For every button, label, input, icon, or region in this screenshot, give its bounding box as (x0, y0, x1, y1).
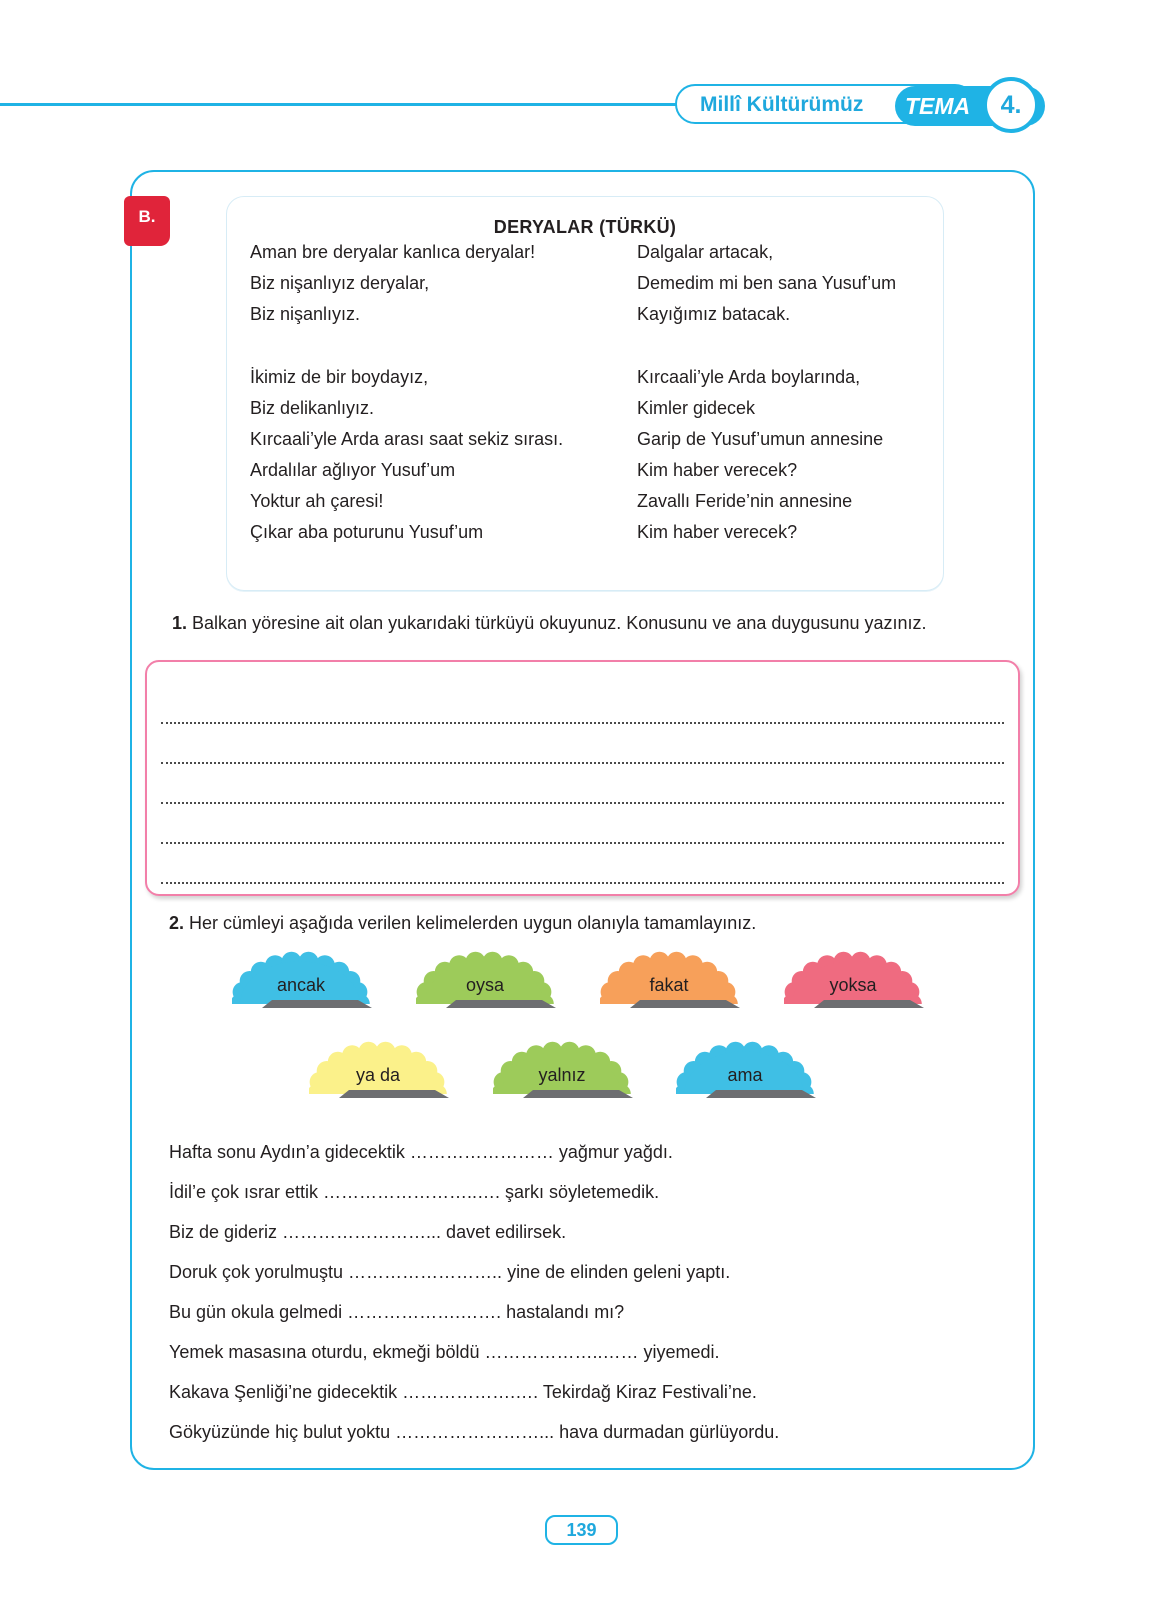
poem-title: DERYALAR (TÜRKÜ) (493, 217, 677, 237)
poem-left-line: Biz nişanlıyız deryalar, (250, 273, 430, 293)
chip-shadow (339, 1090, 449, 1098)
page-number: 139 (545, 1515, 618, 1545)
question-2-text: Her cümleyi aşağıda verilen kelimelerden uygun olanıyla tamamlayınız. (189, 913, 757, 933)
word-chip-label: ya da (355, 1065, 401, 1085)
poem-left-line: Biz nişanlıyız. (250, 304, 361, 324)
question-2-number: 2. (169, 913, 185, 933)
word-chip-label: yalnız (538, 1065, 586, 1085)
answer-line[interactable] (161, 844, 1004, 884)
fill-in-sentence: İdil’e çok ısrar ettik ……………………..…. şarkı söyletemedik. (169, 1182, 660, 1202)
poem-right-line: Kim haber verecek? (637, 460, 798, 480)
question-2 (169, 913, 756, 934)
poem-right-line: Kim haber verecek? (637, 522, 798, 542)
fill-in-sentence: Bu gün okula gelmedi ……………….……. hastalandı mı? (169, 1302, 625, 1322)
header-title: Millî Kültürümüz (700, 93, 864, 116)
fill-in-sentence: Biz de gideriz ……………………... davet edilirsek. (169, 1222, 567, 1242)
chip-shadow (523, 1090, 633, 1098)
word-chip-label: ama (727, 1065, 763, 1085)
question-1-number: 1. (172, 613, 188, 633)
poem-right-line: Garip de Yusuf’umun annesine (637, 429, 884, 449)
word-chip-label: yoksa (829, 975, 877, 995)
poem-left-line: Aman bre deryalar kanlıca deryalar! (250, 242, 536, 262)
tema-label: TEMA (905, 93, 971, 119)
word-chip (493, 1034, 643, 1102)
word-chip (309, 1034, 459, 1102)
poem-right-line: Kırcaali’yle Arda boylarında, (637, 367, 861, 387)
poem-right-line: Kimler gidecek (637, 398, 756, 418)
chip-shadow (814, 1000, 924, 1008)
fill-in-sentence: Hafta sonu Aydın’a gidecektik …………………… yağmur yağdı. (169, 1142, 673, 1162)
chip-shadow (706, 1090, 816, 1098)
word-chip (232, 944, 382, 1012)
word-chip (784, 944, 934, 1012)
question-1 (172, 613, 927, 634)
poem-left-line: Çıkar aba poturunu Yusuf’um (250, 522, 484, 542)
word-chip-label: ancak (276, 975, 326, 995)
word-chip (600, 944, 750, 1012)
poem-left-line: İkimiz de bir boydayız, (250, 367, 429, 387)
word-chip-label: oysa (465, 975, 505, 995)
answer-line[interactable] (161, 764, 1004, 804)
word-chip (676, 1034, 826, 1102)
poem-right-line: Zavallı Feride’nin annesine (637, 491, 853, 511)
poem-left-line: Ardalılar ağlıyor Yusuf’um (250, 460, 456, 480)
answer-line[interactable] (161, 724, 1004, 764)
word-chip (416, 944, 566, 1012)
fill-in-sentence: Yemek masasına oturdu, ekmeği böldü ………………..…… yiyemedi. (169, 1342, 720, 1362)
chip-shadow (630, 1000, 740, 1008)
poem-right-line: Demedim mi ben sana Yusuf’um (637, 273, 897, 293)
chip-shadow (262, 1000, 372, 1008)
poem-left-line: Kırcaali’yle Arda arası saat sekiz sırası. (250, 429, 564, 449)
answer-line[interactable] (161, 684, 1004, 724)
fill-in-sentence: Doruk çok yorulmuştu …………………….. yine de elinden geleni yaptı. (169, 1262, 731, 1282)
answer-line[interactable] (161, 804, 1004, 844)
answer-box[interactable] (145, 660, 1020, 896)
chip-shadow (446, 1000, 556, 1008)
tema-number: 4. (983, 77, 1039, 133)
question-1-text: Balkan yöresine ait olan yukarıdaki türküyü okuyunuz. Konusunu ve ana duygusunu yazınız. (192, 613, 927, 633)
poem-left-line: Yoktur ah çaresi! (250, 491, 384, 511)
fill-in-sentence: Kakava Şenliği’ne gidecektik ……………….…. Tekirdağ Kiraz Festivali’ne. (169, 1382, 757, 1402)
section-tag: B. (124, 196, 170, 246)
fill-in-sentence: Gökyüzünde hiç bulut yoktu ……………………... hava durmadan gürlüyordu. (169, 1422, 780, 1442)
poem-left-line: Biz delikanlıyız. (250, 398, 375, 418)
poem-right-line: Dalgalar artacak, (637, 242, 774, 262)
header-rule (0, 103, 690, 106)
word-chip-label: fakat (649, 975, 689, 995)
poem-right-line: Kayığımız batacak. (637, 304, 791, 324)
